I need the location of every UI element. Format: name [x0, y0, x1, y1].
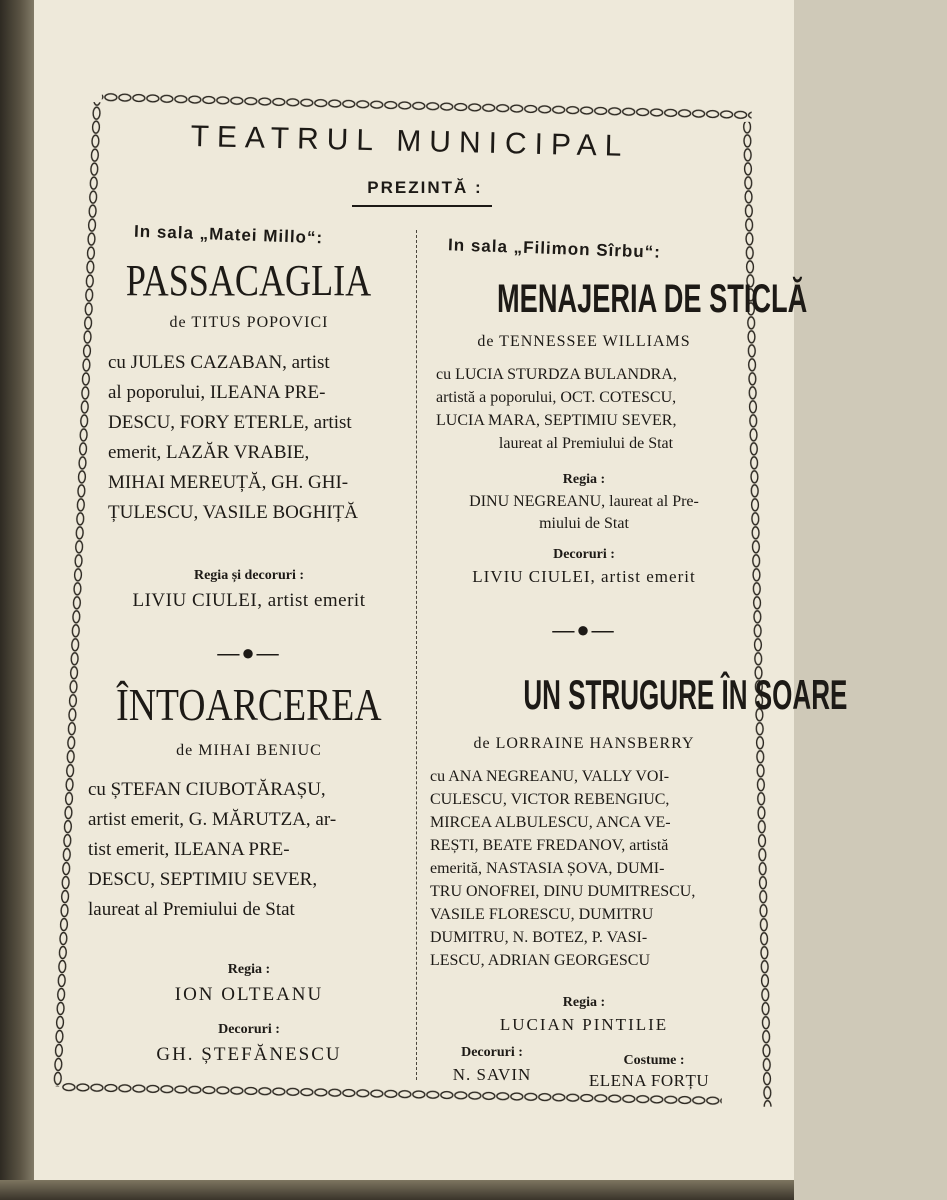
decor-label: Decoruri :	[461, 1045, 523, 1060]
credit-person: LIVIU CIULEI, artist emerit	[132, 590, 366, 611]
play-author: de LORRAINE HANSBERRY	[473, 735, 695, 752]
cast-list	[108, 348, 398, 528]
costume-label: Costume :	[623, 1053, 685, 1068]
cast-line: DESCU, FORY ETERLE, artist	[108, 412, 352, 433]
column-divider	[416, 230, 417, 1080]
credit-label: Regia și decoruri :	[193, 568, 305, 583]
cast-line: LESCU, ADRIAN GEORGESCU	[430, 952, 651, 969]
decor-name: LIVIU CIULEI, artist emerit	[472, 567, 696, 586]
cast-line: al poporului, ILEANA PRE-	[108, 382, 326, 403]
play-title-intoarcerea: ÎNTOARCEREA	[116, 679, 382, 730]
cast-line: cu LUCIA STURDZA BULANDRA,	[436, 366, 677, 383]
play-title-menajeria: MENAJERIA DE STICLĂ	[497, 277, 808, 321]
cast-line: laureat al Premiului de Stat	[498, 435, 674, 452]
presents-underline	[352, 205, 492, 207]
theatre-name: TEATRUL MUNICIPAL	[190, 120, 630, 163]
backdrop-bottom	[0, 1180, 794, 1200]
cast-line: REȘTI, BEATE FREDANOV, artistă	[430, 837, 669, 854]
cast-line: CULESCU, VICTOR REBENGIUC,	[430, 791, 670, 808]
play-author: de TENNESSEE WILLIAMS	[477, 333, 691, 350]
separator-ornament: —●—	[552, 617, 616, 642]
hall-name-right: In sala „Filimon Sîrbu“:	[447, 235, 662, 262]
director-name: ION OLTEANU	[174, 984, 324, 1005]
cast-line: laureat al Premiului de Stat	[88, 899, 295, 920]
director-label: Regia :	[562, 995, 606, 1010]
hall-name-left: In sala „Matei Millo“:	[133, 221, 324, 248]
cast-line: TRU ONOFREI, DINU DUMITRESCU,	[430, 883, 696, 900]
director-label: Regia :	[562, 472, 606, 487]
costume-name: ELENA FORȚU	[588, 1071, 710, 1090]
cast-list	[430, 765, 730, 972]
cast-list	[436, 363, 736, 455]
cast-line: DUMITRU, N. BOTEZ, P. VASI-	[430, 929, 648, 946]
decor-name: GH. ȘTEFĂNESCU	[156, 1044, 342, 1065]
cast-list	[88, 775, 398, 925]
cast-line: MIRCEA ALBULESCU, ANCA VE-	[430, 814, 671, 831]
director-name: LUCIAN PINTILIE	[499, 1015, 669, 1034]
play-title-un-strugure: UN STRUGURE ÎN SOARE	[523, 671, 848, 718]
cast-line: MIHAI MEREUȚĂ, GH. GHI-	[108, 472, 349, 493]
decor-label: Decoruri :	[553, 547, 615, 562]
cast-line: cu ANA NEGREANU, VALLY VOI-	[430, 768, 670, 785]
cast-line: cu ȘTEFAN CIUBOTĂRAȘU,	[88, 779, 326, 800]
cast-line: artistă a poporului, OCT. COTESCU,	[436, 389, 677, 406]
director-line: DINU NEGREANU, laureat al Pre-	[469, 493, 699, 510]
cast-line: artist emerit, G. MĂRUTZA, ar-	[88, 809, 337, 830]
play-author: de TITUS POPOVICI	[169, 314, 329, 331]
director-label: Regia :	[227, 962, 271, 977]
director-name	[424, 491, 744, 535]
cast-line: LUCIA MARA, SEPTIMIU SEVER,	[436, 412, 677, 429]
backdrop-left	[0, 0, 38, 1200]
cast-line: emerit, LAZĂR VRABIE,	[108, 442, 310, 463]
decor-label: Decoruri :	[218, 1022, 280, 1037]
cast-line: tist emerit, ILEANA PRE-	[88, 839, 290, 860]
cast-line: cu JULES CAZABAN, artist	[108, 352, 330, 373]
separator-ornament: —●—	[217, 640, 281, 665]
play-author: de MIHAI BENIUC	[176, 742, 322, 759]
presents-heading: PREZINTĂ :	[367, 178, 483, 197]
cast-line: DESCU, SEPTIMIU SEVER,	[88, 869, 318, 890]
decor-name: N. SAVIN	[452, 1065, 532, 1084]
play-title-passacaglia: PASSACAGLIA	[126, 256, 372, 305]
director-line: miului de Stat	[539, 515, 629, 532]
cast-line: VASILE FLORESCU, DUMITRU	[430, 906, 654, 923]
cast-line: ȚULESCU, VASILE BOGHIȚĂ	[108, 502, 358, 523]
cast-line: emerită, NASTASIA ȘOVA, DUMI-	[430, 860, 665, 877]
